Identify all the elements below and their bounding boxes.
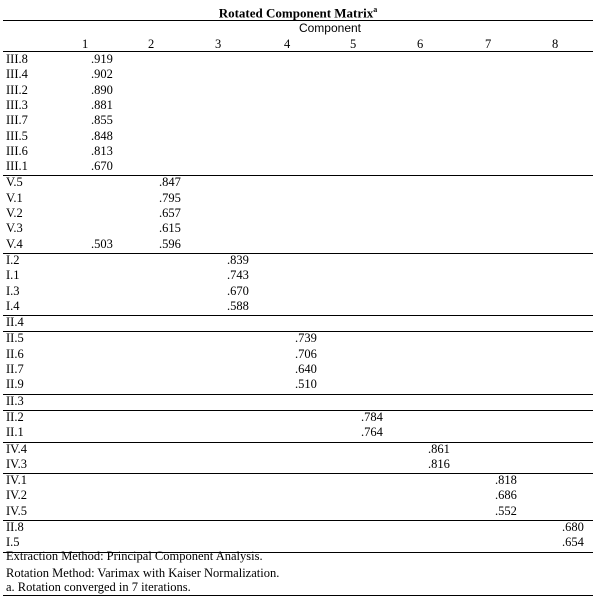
table-row	[0, 347, 596, 362]
row-label: II.9	[6, 377, 24, 392]
loading-cell: .680	[562, 520, 584, 534]
loading-cell: .657	[159, 206, 181, 220]
table-row	[0, 221, 596, 236]
table-row	[0, 159, 596, 174]
loading-cell: .615	[159, 221, 181, 236]
loading-cell: .848	[91, 128, 113, 143]
component-header: Component	[298, 21, 362, 35]
loading-cell: .861	[428, 441, 450, 456]
row-label: IV.2	[6, 488, 27, 503]
loading-cell: .670	[227, 283, 249, 298]
row-label: V.3	[6, 221, 23, 236]
row-label: II.5	[6, 331, 24, 346]
row-label: II.2	[6, 409, 24, 424]
row-label: II.6	[6, 346, 24, 361]
title-footnote-marker: a	[373, 5, 378, 14]
column-header-1: 1	[82, 37, 89, 51]
column-header-4: 4	[284, 37, 291, 51]
table-row	[0, 191, 596, 206]
row-label: I.5	[6, 535, 20, 550]
table-row	[0, 331, 596, 346]
table-row	[0, 129, 596, 144]
row-label: II.4	[6, 315, 24, 330]
table-row	[0, 299, 596, 314]
table-row	[0, 284, 596, 299]
row-label: II.1	[6, 425, 24, 440]
row-label: V.5	[6, 175, 23, 190]
loading-cell: .818	[495, 473, 517, 488]
table-row	[0, 520, 596, 535]
loading-cell: .816	[428, 456, 450, 471]
table-row	[0, 237, 596, 252]
loading-cell: .764	[361, 425, 383, 440]
loading-cell: .670	[91, 159, 113, 174]
row-label: I.1	[6, 268, 20, 283]
table-row	[0, 268, 596, 283]
loading-cell: .890	[91, 82, 113, 97]
table-row	[0, 504, 596, 519]
loading-cell: .654	[562, 535, 584, 550]
table-row	[0, 144, 596, 159]
row-label: II.7	[6, 362, 24, 376]
loading-cell: .510	[295, 377, 317, 392]
table-row	[0, 83, 596, 98]
row-label: V.2	[6, 206, 23, 220]
table-row	[0, 425, 596, 440]
table-row	[0, 113, 596, 128]
loading-cell: .588	[227, 298, 249, 313]
table-row	[0, 206, 596, 221]
table-row	[0, 377, 596, 392]
table-row	[0, 473, 596, 488]
loading-cell: .784	[361, 409, 383, 424]
footnote-extraction: Extraction Method: Principal Component Analysis.	[6, 549, 263, 563]
loading-cell: .739	[295, 331, 317, 346]
table-row	[0, 442, 596, 457]
row-label: III.1	[6, 159, 28, 174]
loading-cell: .919	[91, 52, 113, 66]
column-header-2: 2	[148, 37, 155, 51]
table-row	[0, 253, 596, 268]
row-label: III.7	[6, 113, 28, 128]
rule-bottom	[3, 595, 593, 596]
row-label: III.6	[6, 143, 28, 158]
footnote-rotation: Rotation Method: Varimax with Kaiser Normalization.	[6, 566, 280, 580]
row-label: V.4	[6, 236, 23, 251]
table-title	[0, 5, 596, 21]
row-label: III.5	[6, 128, 28, 143]
table-row	[0, 394, 596, 409]
loading-cell: .839	[227, 252, 249, 267]
loading-cell: .881	[91, 97, 113, 112]
table-row	[0, 52, 596, 67]
loading-cell: .596	[159, 236, 181, 251]
loading-cell: .813	[91, 143, 113, 158]
title-text: Rotated Component Matrix	[218, 5, 374, 21]
row-label: IV.4	[6, 441, 27, 456]
table-row	[0, 457, 596, 472]
row-label: III.3	[6, 97, 28, 112]
column-header-5: 5	[350, 37, 357, 51]
loading-cell: .706	[295, 346, 317, 361]
table-row	[0, 488, 596, 503]
table-row	[0, 175, 596, 190]
loading-cell: .902	[91, 67, 113, 82]
row-label: II.8	[6, 520, 24, 534]
loading-cell: .855	[91, 113, 113, 128]
loading-cell: .686	[495, 488, 517, 503]
row-label: IV.3	[6, 456, 27, 471]
row-label: I.4	[6, 298, 20, 313]
row-label: V.1	[6, 190, 23, 205]
table-row	[0, 362, 596, 377]
column-header-6: 6	[417, 37, 424, 51]
row-label: III.8	[6, 52, 28, 66]
table-row	[0, 98, 596, 113]
loading-cell: .503	[91, 236, 113, 251]
row-label: II.3	[6, 393, 24, 408]
row-label: I.3	[6, 283, 20, 298]
row-label: III.4	[6, 67, 28, 82]
column-header-8: 8	[552, 37, 559, 51]
column-header-3: 3	[215, 37, 222, 51]
table-row	[0, 315, 596, 330]
loading-cell: .795	[159, 190, 181, 205]
row-label: III.2	[6, 82, 28, 97]
column-header-7: 7	[485, 37, 492, 51]
row-label: I.2	[6, 252, 20, 267]
row-label: IV.5	[6, 503, 27, 518]
loading-cell: .743	[227, 268, 249, 283]
loading-cell: .552	[495, 503, 517, 518]
loading-cell: .640	[295, 362, 317, 376]
row-label: IV.1	[6, 473, 27, 488]
table-row	[0, 67, 596, 82]
footnote-iterations: a. Rotation converged in 7 iterations.	[6, 580, 191, 594]
loading-cell: .847	[159, 175, 181, 190]
table-row	[0, 410, 596, 425]
